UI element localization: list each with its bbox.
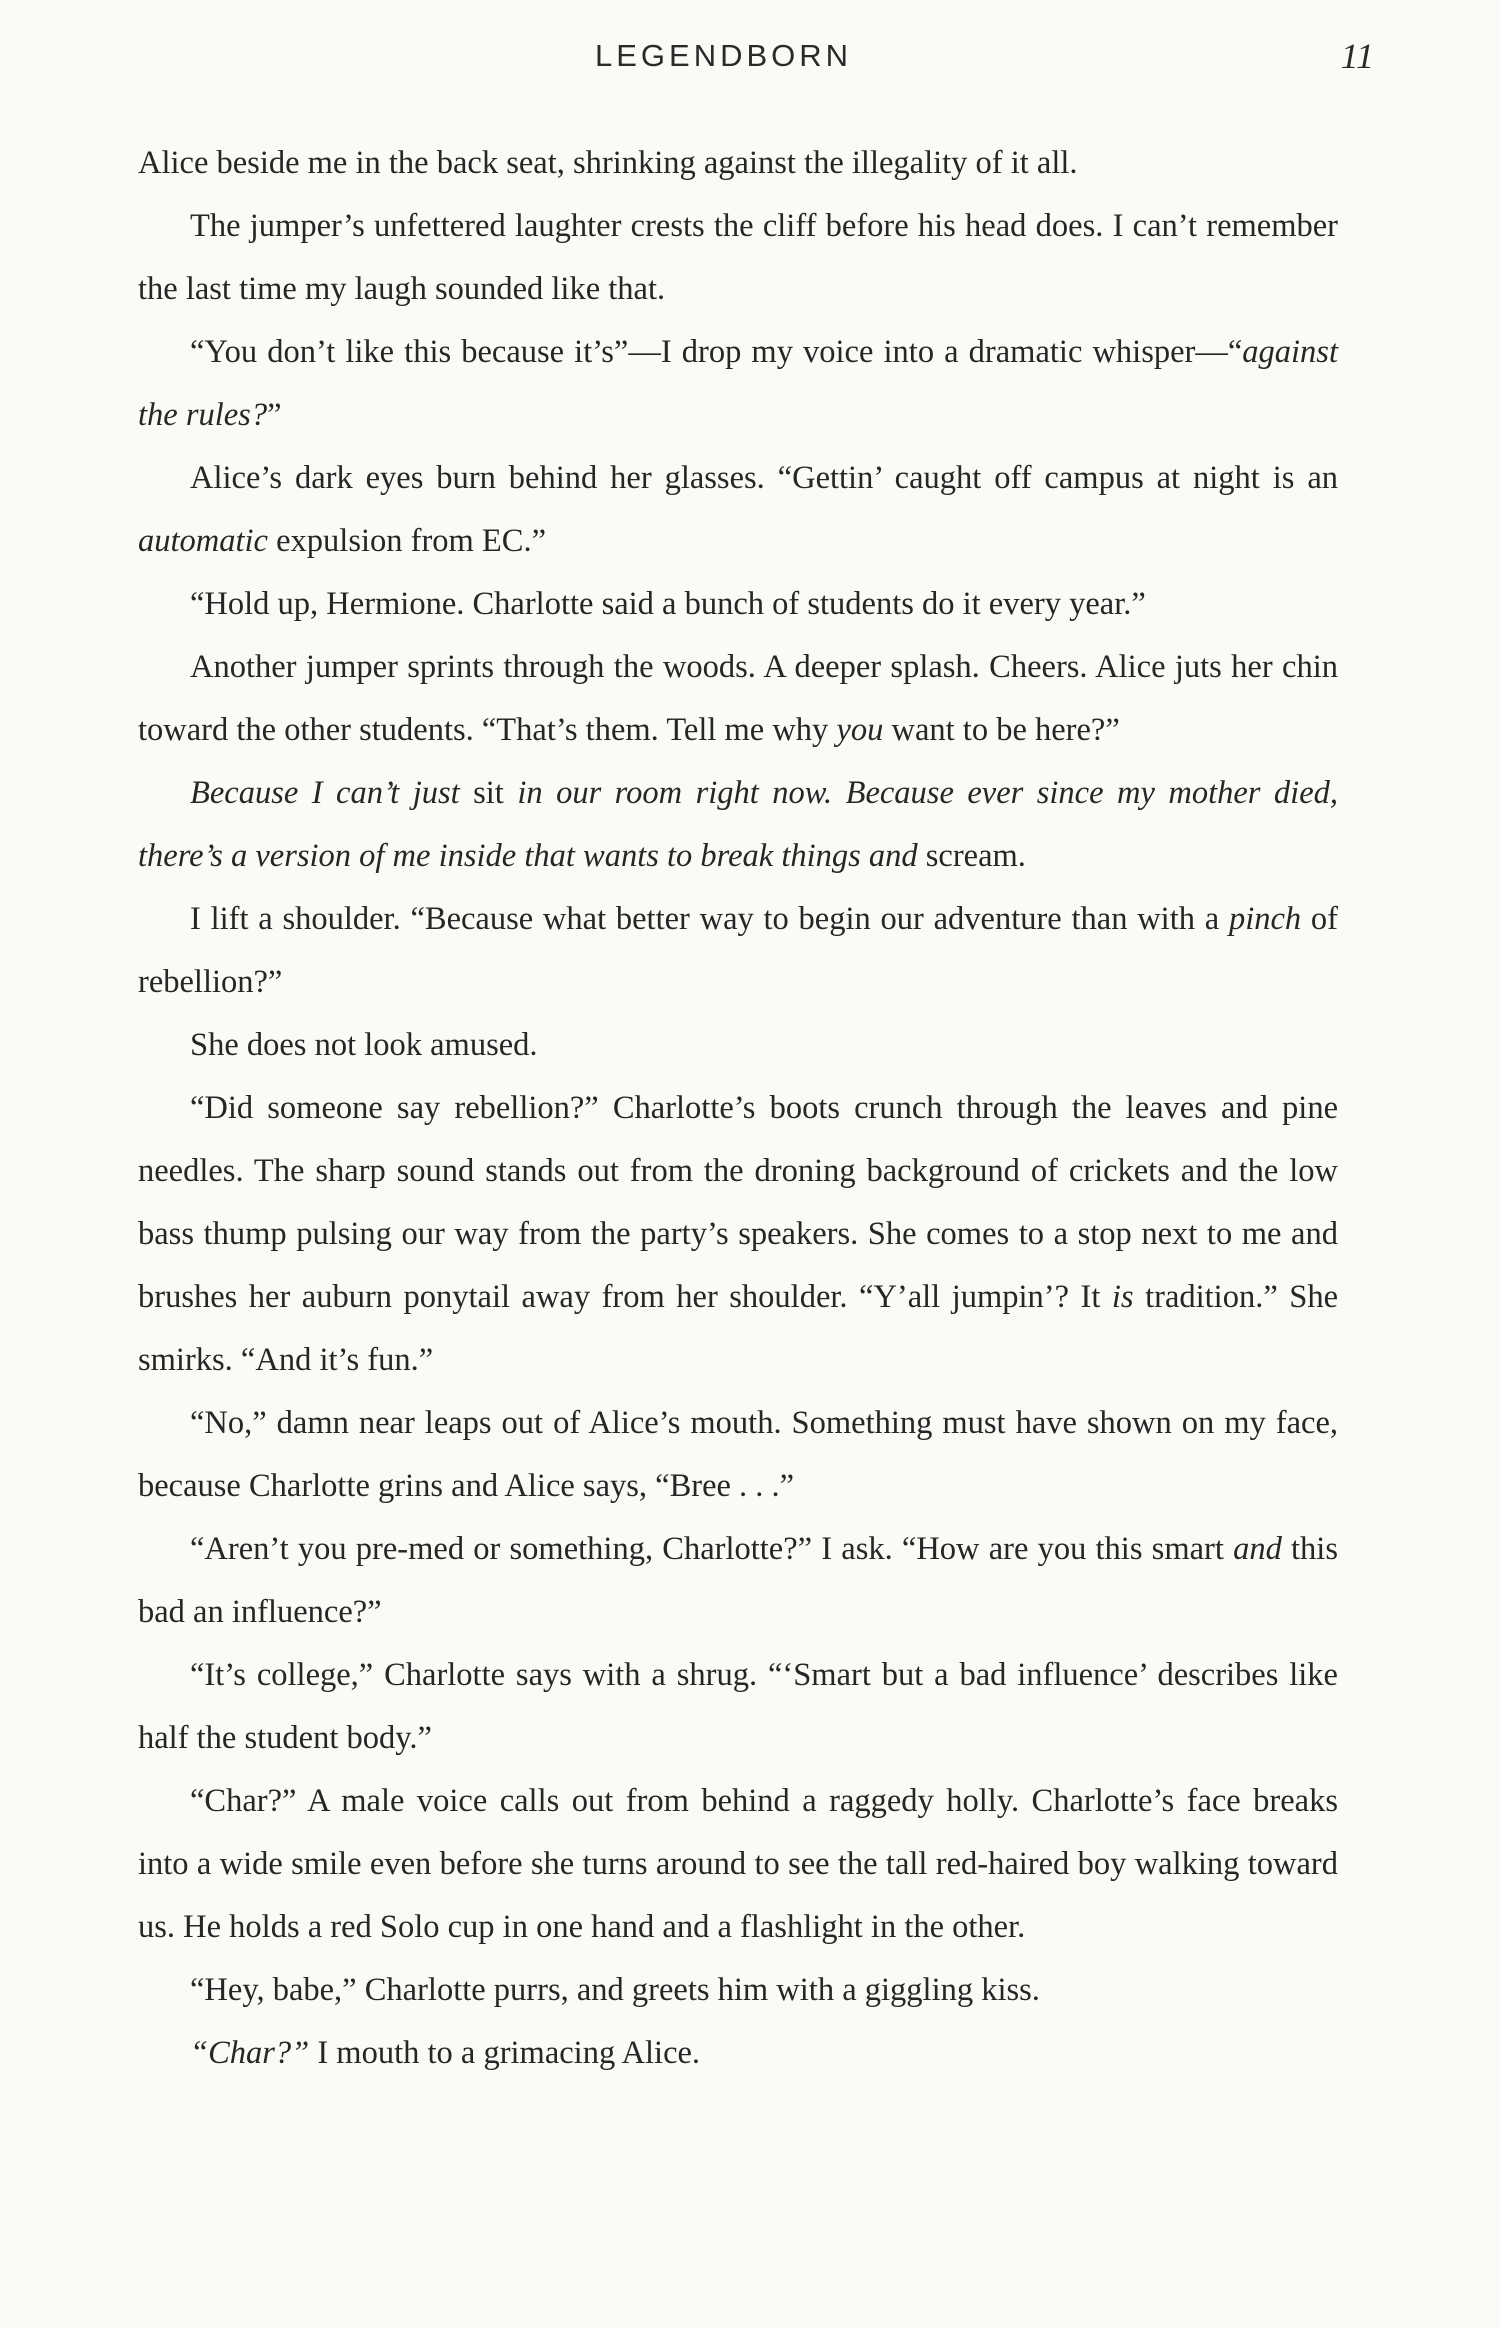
paragraph: “Char?” I mouth to a grimacing Alice.: [190, 2035, 701, 2071]
paragraph: Another jumper sprints through the woods. A deeper splash. Cheers. Alice juts her chin toward the other students. “That’s them. Tell me why you want to be here?”: [138, 649, 1338, 748]
paragraph: Because I can’t just sit in our room right now. Because ever since my mother died, there’s a version of me inside that wants to break things and scream.: [138, 775, 1338, 874]
paragraph: “Hold up, Hermione. Charlotte said a bunch of students do it every year.”: [190, 586, 1146, 622]
page-number: 11: [1340, 36, 1374, 76]
paragraph: “No,” damn near leaps out of Alice’s mouth. Something must have shown on my face, because Charlotte grins and Alice says, “Bree . . .”: [138, 1405, 1338, 1504]
paragraph: She does not look amused.: [190, 1027, 538, 1063]
paragraph: Alice beside me in the back seat, shrinking against the illegality of it all.: [138, 145, 1078, 181]
running-head: [0, 36, 1470, 86]
paragraph: “Aren’t you pre-med or something, Charlotte?” I ask. “How are you this smart and this bad an influence?”: [138, 1531, 1338, 1630]
paragraph: “You don’t like this because it’s”—I drop my voice into a dramatic whisper—“against the rules?”: [138, 334, 1338, 433]
paragraph: I lift a shoulder. “Because what better way to begin our adventure than with a pinch of rebellion?”: [138, 901, 1339, 1000]
paragraph: “Char?” A male voice calls out from behind a raggedy holly. Charlotte’s face breaks into a wide smile even before she turns around to see the tall red-haired boy walking toward us. He holds a red Solo cup in one hand and a flashlight in the other.: [138, 1783, 1338, 1945]
paragraph: The jumper’s unfettered laughter crests the cliff before his head does. I can’t remember the last time my laugh sounded like that.: [138, 208, 1338, 307]
body-text: [138, 132, 1338, 2085]
paragraph: “It’s college,” Charlotte says with a shrug. “‘Smart but a bad influence’ describes like half the student body.”: [138, 1657, 1338, 1756]
paragraph: “Hey, babe,” Charlotte purrs, and greets him with a giggling kiss.: [190, 1972, 1040, 2008]
book-title: LEGENDBORN: [595, 38, 853, 73]
paragraph: “Did someone say rebellion?” Charlotte’s boots crunch through the leaves and pine needles. The sharp sound stands out from the droning background of crickets and the low bass thump pulsing our way from the party’s speakers. She comes to a stop next to me and brushes her auburn ponytail away from her shoulder. “Y’all jumpin’? It is tradition.” She smirks. “And it’s fun.”: [138, 1090, 1339, 1378]
paragraph: Alice’s dark eyes burn behind her glasses. “Gettin’ caught off campus at night is an automatic expulsion from EC.”: [138, 460, 1338, 559]
